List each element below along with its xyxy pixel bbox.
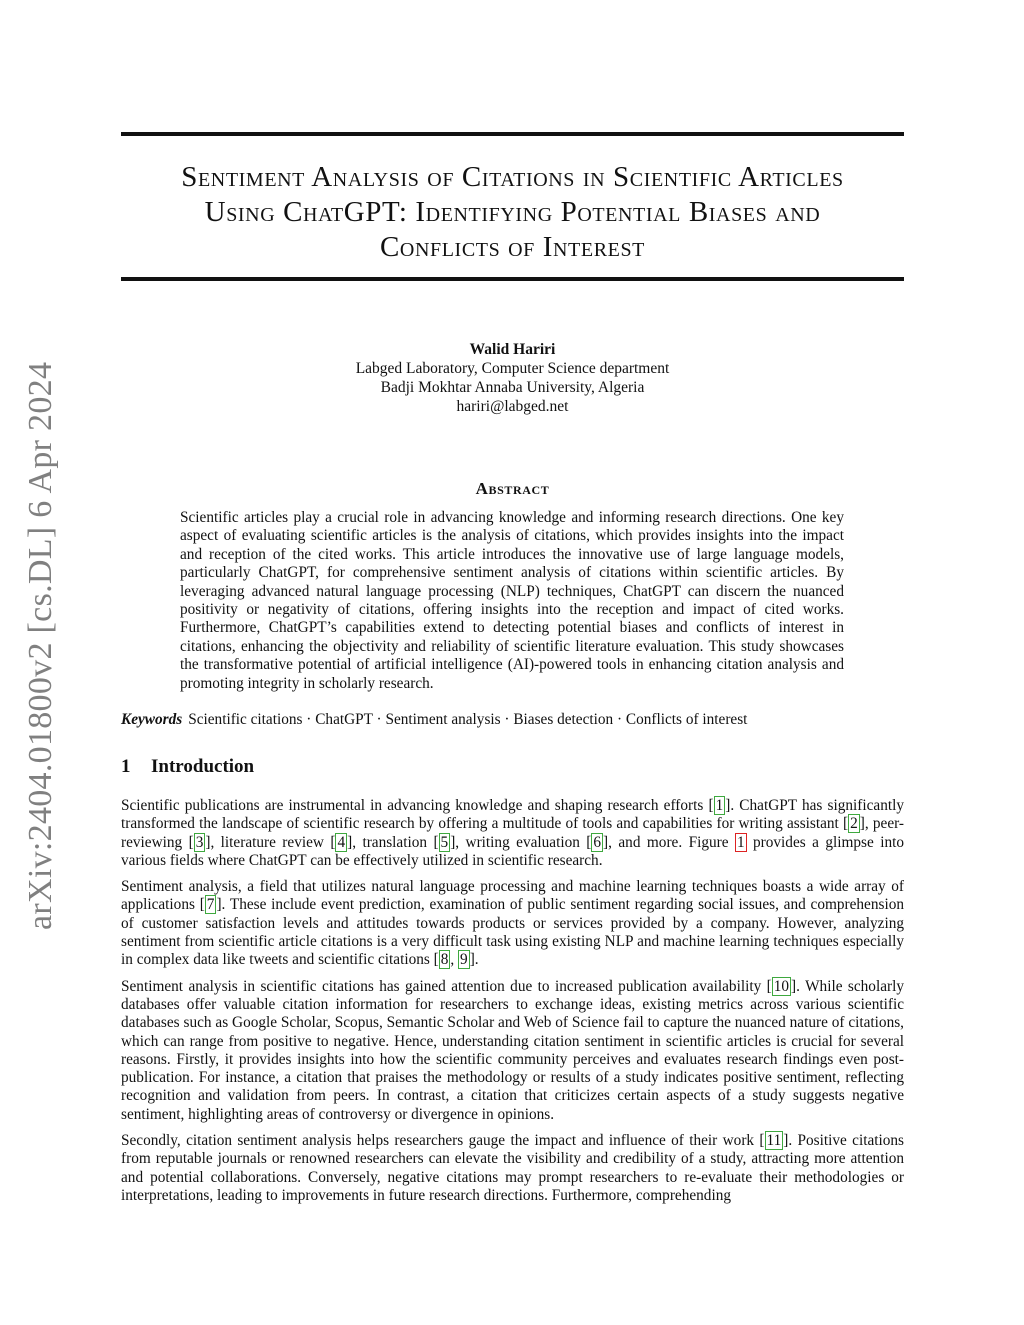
arxiv-side-label: arXiv:2404.01800v2 [cs.DL] 6 Apr 2024 <box>22 361 59 930</box>
title-top-rule <box>121 132 904 136</box>
author-name: Walid Hariri <box>469 341 556 358</box>
paper-title <box>121 160 904 265</box>
citation-link[interactable]: 7 <box>206 896 215 914</box>
text: Sentiment analysis in scientific citations has gained attention due to increased publication availability [ <box>121 977 772 995</box>
title-line-2: Using ChatGPT: Identifying Potential Biases and <box>204 196 821 228</box>
paragraph-4 <box>121 1132 904 1205</box>
paragraph-1 <box>121 797 904 870</box>
text: provides a glimpse into various fields where ChatGPT can be effectively utilized in scientific research. <box>121 833 904 869</box>
figure-link[interactable]: 1 <box>736 833 745 851</box>
text: Secondly, citation sentiment analysis helps researchers gauge the impact and influence of their work [ <box>121 1132 765 1150</box>
citation-link[interactable]: 4 <box>337 833 346 851</box>
text: ]. ChatGPT has significantly transformed the landscape of scientific research by offering a multitude of tools and capabilities for writing assistant [ <box>121 797 904 833</box>
author-affiliation-2: Badji Mokhtar Annaba University, Algeria <box>380 379 645 396</box>
keywords-label: Keywords <box>121 711 183 728</box>
text: Sentiment analysis, a field that utilizes natural language processing and machine learning techniques boasts a wide array of applications [ <box>121 878 904 914</box>
author-email[interactable]: hariri@labged.net <box>456 398 569 415</box>
title-line-3: Conflicts of Interest <box>379 231 645 263</box>
author-affiliation-1: Labged Laboratory, Computer Science department <box>355 360 670 377</box>
title-bottom-rule <box>121 277 904 281</box>
text: , <box>450 951 459 969</box>
paragraph-2 <box>121 878 904 969</box>
text: ], writing evaluation [ <box>450 833 592 851</box>
citation-link[interactable]: 10 <box>773 977 790 995</box>
citation-link[interactable]: 11 <box>766 1132 782 1150</box>
keywords-text: Scientific citations · ChatGPT · Sentiment analysis · Biases detection · Conflicts of interest <box>188 711 748 728</box>
text: ]. These include event prediction, examination of public sentiment regarding social issues, and comprehension of customer satisfaction levels and attitudes towards products or services provided by a company. However, analyzing sentiment from scientific article citations is a very difficult task using existing NLP and machine learning techniques especially in complex data like tweets and scientific citations [ <box>121 896 904 969</box>
text: ]. <box>469 951 479 969</box>
citation-link[interactable]: 3 <box>195 833 204 851</box>
citation-link[interactable]: 6 <box>593 833 602 851</box>
text: ], literature review [ <box>205 833 336 851</box>
paragraph-3 <box>121 978 904 1124</box>
citation-link[interactable]: 9 <box>460 951 468 969</box>
section-number: 1 <box>121 756 131 777</box>
text: ]. Positive citations from reputable journals or renowned researchers can elevate the visibility and credibility of a study, attracting more attention and potential collaborations. Conversely, negative citations may prompt researchers to re-evaluate their methodologies or interpretations, leading to improvements in future research directions. Furthermore, comprehending <box>121 1132 904 1204</box>
keywords <box>121 710 904 729</box>
section-heading-introduction <box>121 756 254 778</box>
citation-link[interactable]: 8 <box>440 951 449 969</box>
text: ]. While scholarly databases offer valuable citation information for researchers to exchange ideas, existing metrics across various scientific databases such as Google Scholar, Scopus, Semantic Scholar and Web of Science fail to capture the nuanced nature of citations, which can range from positive to negative. Hence, understanding citation sentiment in scientific articles is crucial for several reasons. Firstly, it provides insights into how the scientific community perceives and evaluates research findings even post-publication. For instance, a citation that praises the methodology or results of a study indicates positive sentiment, reflecting recognition and validation from peers. In contrast, a citation that criticizes certain aspects of a study suggests negative sentiment, highlighting areas of controversy or divergence in opinions. <box>121 977 904 1123</box>
title-line-1: Sentiment Analysis of Citations in Scientific Articles <box>181 161 844 193</box>
section-title: Introduction <box>151 756 255 777</box>
text: ], peer-reviewing [ <box>121 815 904 851</box>
abstract-heading: Abstract <box>475 479 550 498</box>
text: ], and more. Figure <box>603 833 735 851</box>
citation-link[interactable]: 5 <box>440 833 449 851</box>
abstract-text: Scientific articles play a crucial role in advancing knowledge and informing research directions. One key aspect of evaluating scientific articles is the analysis of citations, which provides insights into the impact and reception of the cited works. This article introduces the innovative use of large language models, particularly ChatGPT, for comprehensive sentiment analysis of citations within scientific articles. By leveraging advanced natural language processing (NLP) techniques, ChatGPT can discern the nuanced positivity or negativity of citations, offering insights into the reception and impact of cited works. Furthermore, ChatGPT’s capabilities extend to detecting potential biases and conflicts of interest in citations, enhancing the objectivity and reliability of scientific literature evaluation. This study showcases the transformative potential of artificial intelligence (AI)-powered tools in enhancing citation analysis and promoting integrity in scholarly research. <box>180 509 844 692</box>
introduction-body <box>121 797 904 1213</box>
author-block <box>121 340 904 416</box>
citation-link[interactable]: 1 <box>715 797 724 814</box>
text: Scientific publications are instrumental in advancing knowledge and shaping research efforts [ <box>121 797 714 814</box>
citation-link[interactable]: 2 <box>850 815 858 833</box>
text: ], translation [ <box>347 833 439 851</box>
